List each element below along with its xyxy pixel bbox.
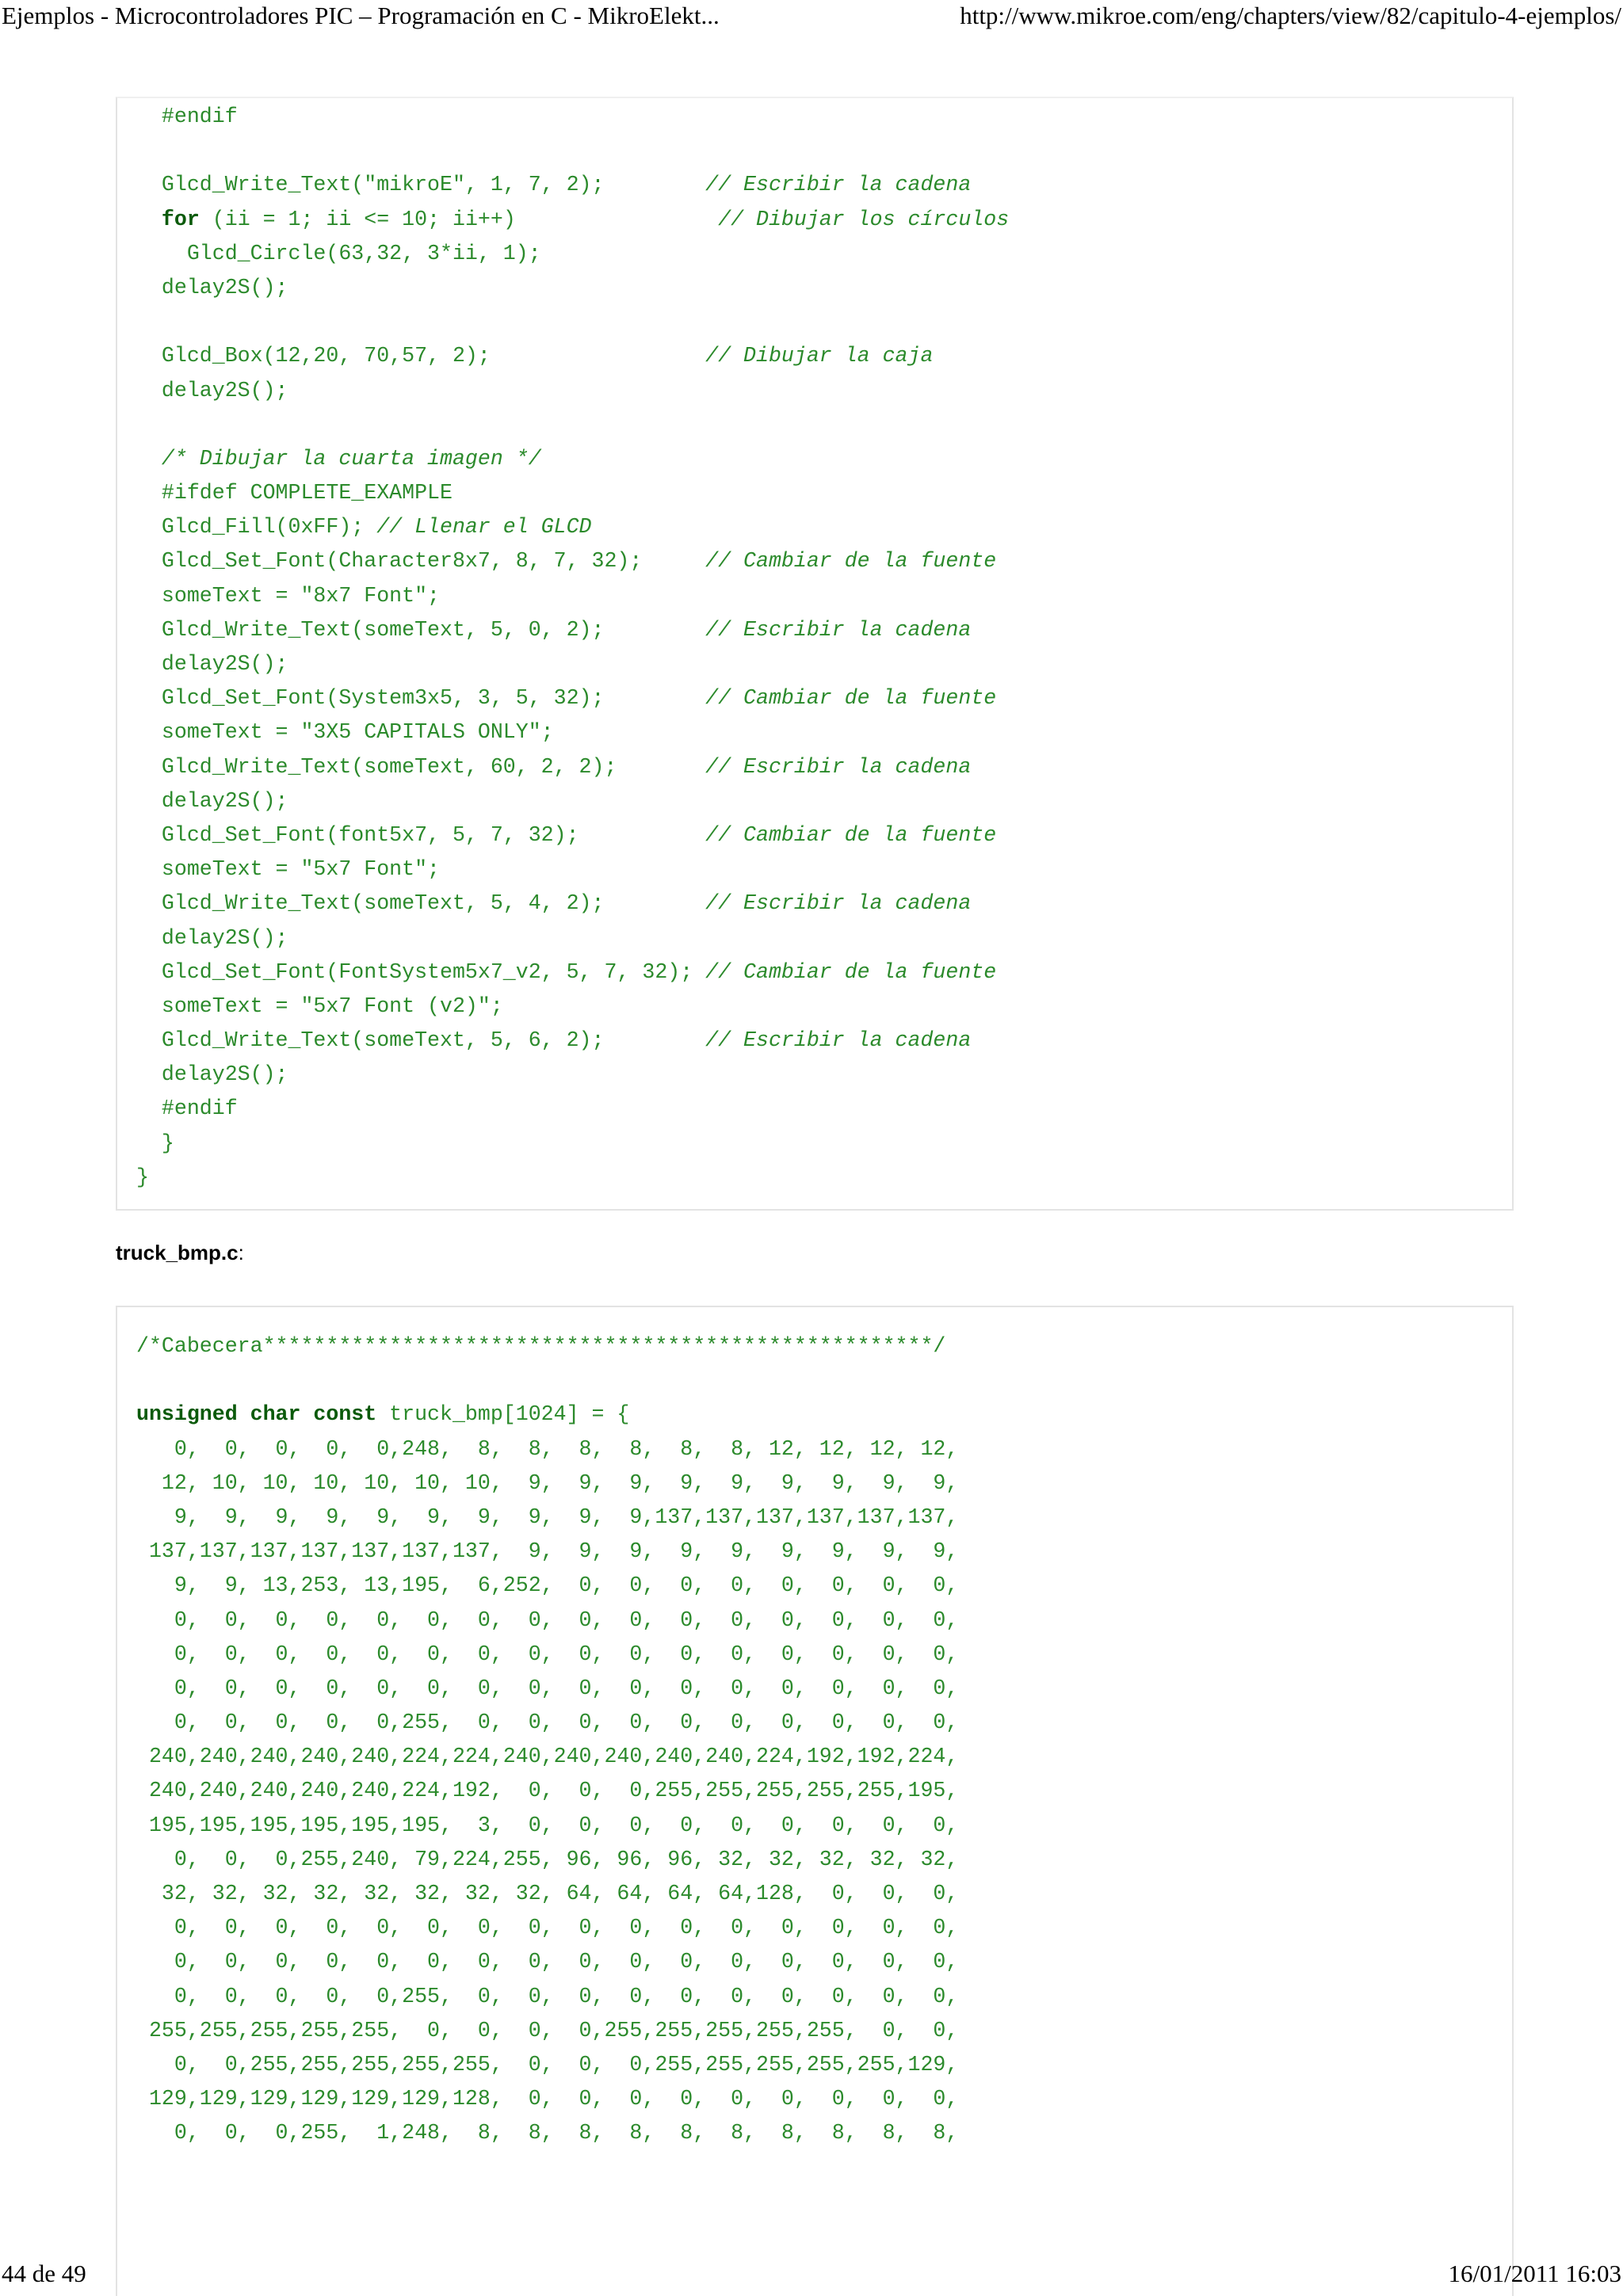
code-text: Glcd_Write_Text(someText, 5, 4, 2);: [136, 891, 706, 916]
code-text: 9, 9, 9, 9, 9, 9, 9, 9, 9, 9,137,137,137,137,137,137,: [136, 1505, 959, 1529]
code-keyword: unsigned char const: [136, 1402, 377, 1427]
code-line: [136, 1774, 958, 1808]
code-text: (ii = 1; ii <= 10; ii++): [199, 207, 719, 231]
code-text: #endif: [136, 105, 238, 128]
code-line: [136, 1877, 958, 1911]
code-line: [136, 305, 1009, 339]
code-line: [136, 476, 1009, 510]
code-line: [136, 715, 1009, 749]
code-line: [136, 579, 1009, 613]
file-name: truck_bmp.c: [116, 1241, 239, 1264]
code-line: [136, 1398, 958, 1432]
code-text: 12, 10, 10, 10, 10, 10, 10, 9, 9, 9, 9, 9, 9, 9, 9, 9,: [136, 1470, 959, 1495]
code-text: #ifdef COMPLETE_EXAMPLE: [136, 481, 453, 505]
code-line: [136, 1432, 958, 1466]
code-text: delay2S();: [136, 788, 288, 813]
code-line: [136, 1466, 958, 1501]
code-comment: // Cambiar de la fuente: [705, 822, 997, 847]
code-text: delay2S();: [136, 378, 288, 402]
code-text: someText = "3X5 CAPITALS ONLY";: [136, 720, 554, 745]
code-line: [136, 1980, 958, 2014]
code-text: Glcd_Set_Font(Character8x7, 8, 7, 32);: [136, 549, 706, 574]
code-line: [136, 681, 1009, 715]
code-line: [136, 1024, 1009, 1058]
code-text: }: [136, 1165, 149, 1189]
code-block-glcd-example: [116, 97, 1514, 1211]
code-text: 0, 0, 0,255,240, 79,224,255, 96, 96, 96, 32, 32, 32, 32, 32,: [136, 1847, 959, 1871]
code-text: Glcd_Circle(63,32, 3*ii, 1);: [136, 241, 541, 265]
code-line: [136, 818, 1009, 852]
code-line: [136, 2048, 958, 2082]
code-line: [136, 1161, 1009, 1195]
code-text: 0, 0, 0, 0, 0,255, 0, 0, 0, 0, 0, 0, 0, 0, 0, 0,: [136, 1984, 959, 2008]
page-title: Ejemplos - Microcontroladores PIC – Programación en C - MikroElekt...: [2, 2, 720, 29]
code-text: Glcd_Write_Text(someText, 60, 2, 2);: [136, 754, 706, 779]
code-comment: // Escribir la cadena: [705, 754, 972, 779]
code-line: [136, 647, 1009, 681]
code-comment: // Escribir la cadena: [705, 891, 972, 916]
file-label-colon: :: [238, 1241, 244, 1264]
code-line: [136, 1092, 1009, 1126]
code-text: 137,137,137,137,137,137,137, 9, 9, 9, 9, 9, 9, 9, 9, 9,: [136, 1539, 959, 1564]
code-comment: // Escribir la cadena: [705, 1028, 972, 1053]
code-line: [136, 955, 1009, 990]
code-text: Glcd_Set_Font(System3x5, 3, 5, 32);: [136, 686, 706, 711]
code-listing: [136, 1329, 958, 2151]
code-text: someText = "5x7 Font";: [136, 857, 441, 882]
code-text: someText = "5x7 Font (v2)";: [136, 994, 503, 1018]
code-text: 32, 32, 32, 32, 32, 32, 32, 32, 64, 64, 64, 64,128, 0, 0, 0,: [136, 1882, 959, 1905]
code-text: Glcd_Fill(0xFF);: [136, 515, 377, 540]
code-listing: [136, 100, 1009, 1195]
code-text: delay2S();: [136, 652, 288, 676]
code-text: 195,195,195,195,195,195, 3, 0, 0, 0, 0, 0, 0, 0, 0, 0,: [136, 1813, 959, 1837]
code-text: 0, 0, 0, 0, 0, 0, 0, 0, 0, 0, 0, 0, 0, 0, 0, 0,: [136, 1676, 959, 1700]
code-text: Glcd_Write_Text(someText, 5, 0, 2);: [136, 617, 706, 642]
code-line: [136, 1058, 1009, 1092]
code-text: 0, 0, 0, 0, 0,255, 0, 0, 0, 0, 0, 0, 0, 0, 0, 0,: [136, 1711, 959, 1735]
code-comment: /* Dibujar la cuarta imagen */: [161, 446, 541, 471]
code-text: Glcd_Set_Font(FontSystem5x7_v2, 5, 7, 32);: [136, 959, 706, 984]
code-text: 0, 0, 0, 0, 0, 0, 0, 0, 0, 0, 0, 0, 0, 0, 0, 0,: [136, 1642, 959, 1666]
code-text: 0, 0, 0, 0, 0, 0, 0, 0, 0, 0, 0, 0, 0, 0, 0, 0,: [136, 1950, 959, 1974]
code-text: }: [136, 1131, 174, 1155]
code-line: [136, 544, 1009, 578]
code-text: Glcd_Write_Text(someText, 5, 6, 2);: [136, 1028, 706, 1053]
code-line: [136, 339, 1009, 373]
code-text: someText = "8x7 Font";: [136, 583, 441, 608]
code-text: 0, 0, 0,255, 1,248, 8, 8, 8, 8, 8, 8, 8, 8, 8, 8,: [136, 2121, 959, 2145]
code-line: [136, 203, 1009, 237]
code-text: 255,255,255,255,255, 0, 0, 0, 0,255,255,255,255,255, 0, 0,: [136, 2018, 959, 2042]
code-comment: // Cambiar de la fuente: [705, 686, 997, 711]
code-line: [136, 1638, 958, 1672]
code-line: [136, 408, 1009, 442]
code-line: [136, 237, 1009, 271]
code-line: [136, 1672, 958, 1706]
code-line: [136, 1329, 958, 1363]
code-comment: // Cambiar de la fuente: [705, 549, 997, 574]
code-line: [136, 2116, 958, 2150]
code-line: [136, 1501, 958, 1535]
code-line: [136, 2014, 958, 2048]
code-text: truck_bmp[1024] = {: [376, 1402, 630, 1427]
code-line: [136, 374, 1009, 408]
code-comment: // Dibujar los círculos: [718, 207, 1010, 231]
code-text: 240,240,240,240,240,224,224,240,240,240,240,240,224,192,192,224,: [136, 1745, 959, 1769]
code-line: [136, 510, 1009, 544]
code-line: [136, 1569, 958, 1603]
code-line: [136, 887, 1009, 921]
page-url: http://www.mikroe.com/eng/chapters/view/82/capitulo-4-ejemplos/: [960, 2, 1621, 29]
code-text: 9, 9, 13,253, 13,195, 6,252, 0, 0, 0, 0, 0, 0, 0, 0,: [136, 1573, 959, 1598]
code-comment: // Dibujar la caja: [705, 344, 934, 368]
code-text: 0, 0,255,255,255,255,255, 0, 0, 0,255,255,255,255,255,129,: [136, 2052, 959, 2077]
code-text: 0, 0, 0, 0, 0,248, 8, 8, 8, 8, 8, 8, 12, 12, 12, 12,: [136, 1436, 959, 1461]
code-text: 0, 0, 0, 0, 0, 0, 0, 0, 0, 0, 0, 0, 0, 0, 0, 0,: [136, 1608, 959, 1632]
code-comment: // Llenar el GLCD: [376, 515, 592, 540]
code-line: [136, 1535, 958, 1569]
file-label: [116, 1241, 244, 1265]
print-header: [0, 0, 1623, 48]
code-line: [136, 168, 1009, 202]
code-text: delay2S();: [136, 275, 288, 299]
code-text: 129,129,129,129,129,129,128, 0, 0, 0, 0, 0, 0, 0, 0, 0,: [136, 2087, 959, 2111]
code-block-truck-bmp: [116, 1306, 1514, 2296]
code-line: [136, 1363, 958, 1398]
code-line: [136, 921, 1009, 955]
code-comment: // Escribir la cadena: [705, 617, 972, 642]
code-line: [136, 1127, 1009, 1161]
code-line: [136, 1809, 958, 1843]
page-number: 44 de 49: [2, 2260, 86, 2287]
code-text: [136, 447, 162, 471]
code-line: [136, 784, 1009, 818]
code-line: [136, 2082, 958, 2116]
code-comment: // Escribir la cadena: [705, 173, 972, 197]
code-text: [136, 208, 162, 231]
code-line: [136, 1843, 958, 1877]
code-text: 240,240,240,240,240,224,192, 0, 0, 0,255,255,255,255,255,195,: [136, 1779, 959, 1803]
code-line: [136, 1706, 958, 1740]
code-text: Glcd_Box(12,20, 70,57, 2);: [136, 344, 706, 368]
code-line: [136, 442, 1009, 476]
code-line: [136, 134, 1009, 168]
code-line: [136, 1740, 958, 1774]
print-timestamp: 16/01/2011 16:03: [1448, 2260, 1621, 2287]
print-footer: [0, 2260, 1623, 2296]
code-keyword: for: [161, 207, 200, 231]
code-text: 0, 0, 0, 0, 0, 0, 0, 0, 0, 0, 0, 0, 0, 0, 0, 0,: [136, 1916, 959, 1940]
code-line: [136, 613, 1009, 647]
code-comment: // Cambiar de la fuente: [705, 959, 997, 984]
code-line: [136, 852, 1009, 887]
code-line: [136, 1945, 958, 1979]
code-text: /*Cabecera*****************************************************/: [136, 1334, 946, 1358]
code-line: [136, 1911, 958, 1945]
code-line: [136, 1604, 958, 1638]
code-text: #endif: [136, 1097, 238, 1121]
code-text: delay2S();: [136, 1062, 288, 1087]
code-line: [136, 100, 1009, 134]
code-line: [136, 271, 1009, 305]
code-text: Glcd_Write_Text("mikroE", 1, 7, 2);: [136, 173, 706, 197]
code-text: Glcd_Set_Font(font5x7, 5, 7, 32);: [136, 822, 706, 847]
code-text: delay2S();: [136, 925, 288, 950]
code-line: [136, 990, 1009, 1024]
code-line: [136, 750, 1009, 784]
